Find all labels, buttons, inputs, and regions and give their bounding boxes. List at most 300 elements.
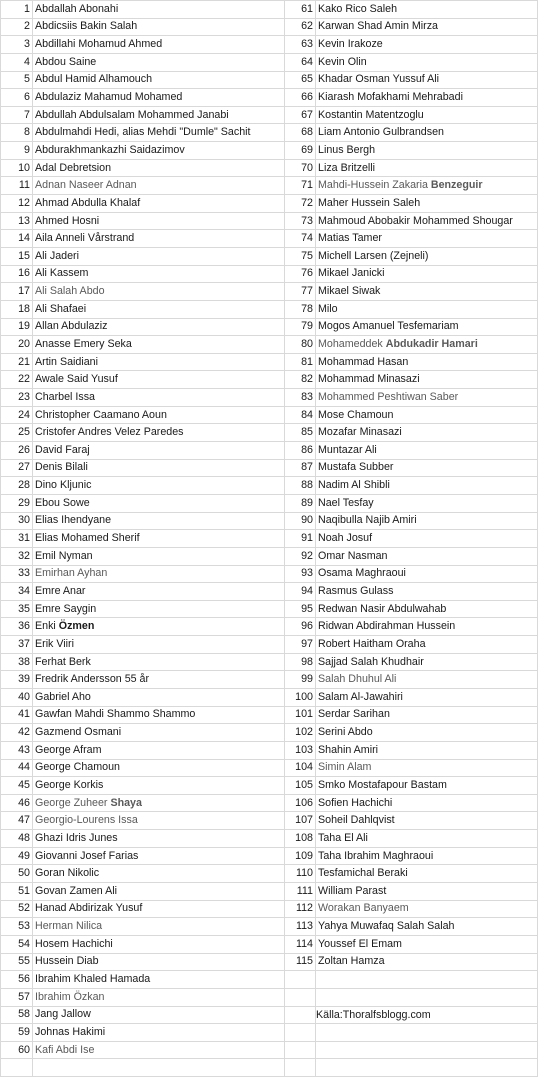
row-number: 37	[1, 636, 33, 654]
row-number: 73	[285, 212, 316, 230]
name-cell	[316, 618, 538, 636]
name-text: Enki	[35, 620, 59, 633]
name-text: Mikael Siwak	[318, 285, 381, 298]
name-cell	[316, 212, 538, 230]
name-cell	[316, 389, 538, 407]
name-text: Hosem Hachichi	[35, 937, 113, 950]
name-cell	[33, 530, 285, 548]
name-text: Mohammed Peshtiwan Saber	[318, 390, 459, 403]
name-text: George Chamoun	[35, 761, 120, 774]
name-text: Muntazar Ali	[318, 443, 377, 456]
name-text: Robert Haitham Oraha	[318, 637, 426, 650]
name-cell	[33, 583, 285, 601]
name-cell	[33, 724, 285, 742]
row-number: 14	[1, 230, 33, 248]
table-row	[1, 971, 538, 989]
name-text: Milo	[318, 302, 338, 315]
row-number: 67	[285, 106, 316, 124]
row-number: 4	[1, 53, 33, 71]
name-cell	[316, 547, 538, 565]
name-cell	[33, 512, 285, 530]
name-cell	[316, 918, 538, 936]
table-row	[1, 777, 538, 795]
name-cell	[316, 53, 538, 71]
name-cell	[33, 265, 285, 283]
name-text: Shahin Amiri	[318, 743, 378, 756]
name-cell	[316, 124, 538, 142]
table-row	[1, 71, 538, 89]
table-row	[1, 247, 538, 265]
table-row	[1, 953, 538, 971]
table-row	[1, 371, 538, 389]
name-cell	[316, 353, 538, 371]
name-text: Abdul Hamid Alhamouch	[35, 73, 153, 86]
name-cell	[316, 847, 538, 865]
name-cell	[316, 583, 538, 601]
name-text: Mahmoud Abobakir Mohammed Shougar	[318, 214, 513, 227]
name-text: Ahmad Abdulla Khalaf	[35, 196, 141, 209]
row-number: 71	[285, 177, 316, 195]
table-row	[1, 300, 538, 318]
name-text: Erik Viiri	[35, 637, 74, 650]
row-number: 26	[1, 442, 33, 460]
name-cell	[33, 300, 285, 318]
table-row	[1, 477, 538, 495]
name-text: Rasmus Gulass	[318, 584, 394, 597]
table-row	[1, 212, 538, 230]
row-number: 86	[285, 442, 316, 460]
table-row	[1, 918, 538, 936]
name-text: Karwan Shad Amin Mirza	[318, 20, 438, 33]
row-number: 15	[1, 247, 33, 265]
name-cell	[316, 300, 538, 318]
name-cell	[33, 653, 285, 671]
name-text: Osama Maghraoui	[318, 567, 406, 580]
row-number: 66	[285, 89, 316, 107]
row-number: 9	[1, 142, 33, 160]
row-number: 91	[285, 530, 316, 548]
row-number: 88	[285, 477, 316, 495]
name-text: Salam Al-Jawahiri	[318, 690, 403, 703]
name-text: Maher Hussein Saleh	[318, 196, 421, 209]
row-number: 12	[1, 195, 33, 213]
empty-cell	[285, 1006, 316, 1024]
row-number: 28	[1, 477, 33, 495]
row-number: 77	[285, 283, 316, 301]
table-row	[1, 865, 538, 883]
name-cell	[33, 71, 285, 89]
row-number: 2	[1, 18, 33, 36]
row-number: 85	[285, 424, 316, 442]
name-bold-text: Shaya	[110, 796, 142, 809]
name-text: Johnas Hakimi	[35, 1025, 106, 1038]
table-row	[1, 688, 538, 706]
name-text: Christopher Caamano Aoun	[35, 408, 167, 421]
row-number: 79	[285, 318, 316, 336]
row-number: 75	[285, 247, 316, 265]
name-cell	[316, 900, 538, 918]
table-row	[1, 195, 538, 213]
name-text: Taha Ibrahim Maghraoui	[318, 849, 434, 862]
row-number: 101	[285, 706, 316, 724]
row-number: 5	[1, 71, 33, 89]
row-number: 84	[285, 406, 316, 424]
name-cell	[33, 830, 285, 848]
row-number: 55	[1, 953, 33, 971]
name-text: Nadim Al Shibli	[318, 479, 390, 492]
row-number: 95	[285, 600, 316, 618]
name-cell	[316, 318, 538, 336]
table-row	[1, 900, 538, 918]
row-number: 46	[1, 794, 33, 812]
name-text: Mohammad Hasan	[318, 355, 409, 368]
name-text: Allan Abdulaziz	[35, 320, 108, 333]
name-text: Zoltan Hamza	[318, 955, 385, 968]
name-cell	[33, 794, 285, 812]
name-cell	[316, 36, 538, 54]
table-row	[1, 1041, 538, 1059]
row-number: 108	[285, 830, 316, 848]
name-bold-text: Özmen	[58, 620, 95, 633]
name-cell	[316, 953, 538, 971]
table-row	[1, 565, 538, 583]
name-text: Ali Salah Abdo	[35, 285, 105, 298]
row-number: 110	[285, 865, 316, 883]
table-row	[1, 1059, 538, 1077]
row-number: 61	[285, 1, 316, 19]
name-text: Elias Mohamed Sherif	[35, 532, 140, 545]
row-number: 24	[1, 406, 33, 424]
name-text: Kafi Abdi Ise	[35, 1043, 95, 1056]
name-cell	[33, 36, 285, 54]
name-cell	[316, 565, 538, 583]
row-number: 19	[1, 318, 33, 336]
row-number: 96	[285, 618, 316, 636]
name-cell	[316, 530, 538, 548]
name-cell	[33, 459, 285, 477]
name-cell	[33, 1024, 285, 1042]
empty-cell	[285, 988, 316, 1006]
table-row	[1, 1024, 538, 1042]
table-row	[1, 353, 538, 371]
table-row	[1, 812, 538, 830]
name-text: Govan Zamen Ali	[35, 884, 117, 897]
table-row	[1, 159, 538, 177]
name-text: Mohammad Minasazi	[318, 373, 420, 386]
name-cell	[33, 142, 285, 160]
empty-cell	[33, 1059, 285, 1077]
table-row	[1, 1, 538, 19]
name-cell	[316, 265, 538, 283]
name-text: Anasse Emery Seka	[35, 337, 132, 350]
name-text: Worakan Banyaem	[318, 902, 409, 915]
name-text: Cristofer Andres Velez Paredes	[35, 426, 184, 439]
name-text: Ahmed Hosni	[35, 214, 100, 227]
name-text: Mohameddek	[318, 337, 386, 350]
row-number: 51	[1, 883, 33, 901]
name-text: Serini Abdo	[318, 726, 373, 739]
row-number: 90	[285, 512, 316, 530]
row-number: 94	[285, 583, 316, 601]
table-row	[1, 724, 538, 742]
empty-cell	[1, 1059, 33, 1077]
name-text: Linus Bergh	[318, 143, 376, 156]
table-row	[1, 935, 538, 953]
name-cell	[33, 971, 285, 989]
row-number: 38	[1, 653, 33, 671]
name-cell	[33, 847, 285, 865]
row-number: 45	[1, 777, 33, 795]
name-text: Dino Kljunic	[35, 479, 92, 492]
name-cell	[33, 988, 285, 1006]
name-text: Goran Nikolic	[35, 867, 100, 880]
row-number: 50	[1, 865, 33, 883]
table-row	[1, 424, 538, 442]
name-cell	[33, 106, 285, 124]
table-row	[1, 759, 538, 777]
table-row	[1, 106, 538, 124]
table-row	[1, 18, 538, 36]
empty-cell	[316, 1059, 538, 1077]
name-cell	[316, 636, 538, 654]
name-text: Mikael Janicki	[318, 267, 385, 280]
name-cell	[33, 883, 285, 901]
table-row	[1, 583, 538, 601]
row-number: 68	[285, 124, 316, 142]
table-row	[1, 265, 538, 283]
name-text: Giovanni Josef Farias	[35, 849, 139, 862]
name-bold-text: Abdukadir Hamari	[385, 337, 478, 350]
row-number: 35	[1, 600, 33, 618]
name-text: Naqibulla Najib Amiri	[318, 514, 417, 527]
row-number: 30	[1, 512, 33, 530]
name-text: Sajjad Salah Khudhair	[318, 655, 424, 668]
row-number: 93	[285, 565, 316, 583]
name-cell	[33, 1006, 285, 1024]
empty-cell	[316, 1041, 538, 1059]
name-text: Ibrahim Khaled Hamada	[35, 973, 151, 986]
name-text: Khadar Osman Yussuf Ali	[318, 73, 439, 86]
table-row	[1, 847, 538, 865]
row-number: 81	[285, 353, 316, 371]
name-cell	[33, 177, 285, 195]
name-cell	[316, 812, 538, 830]
table-row	[1, 283, 538, 301]
row-number: 104	[285, 759, 316, 777]
name-cell	[316, 865, 538, 883]
row-number: 56	[1, 971, 33, 989]
row-number: 74	[285, 230, 316, 248]
name-cell	[316, 794, 538, 812]
row-number: 7	[1, 106, 33, 124]
table-row	[1, 89, 538, 107]
name-text: George Zuheer	[35, 796, 111, 809]
row-number: 97	[285, 636, 316, 654]
name-text: Yahya Muwafaq Salah Salah	[318, 920, 455, 933]
name-cell	[316, 142, 538, 160]
row-number: 59	[1, 1024, 33, 1042]
name-cell	[316, 18, 538, 36]
table-row	[1, 442, 538, 460]
row-number: 49	[1, 847, 33, 865]
name-text: Gazmend Osmani	[35, 726, 122, 739]
row-number: 1	[1, 1, 33, 19]
name-cell	[316, 600, 538, 618]
name-text: Simin Alam	[318, 761, 372, 774]
row-number: 47	[1, 812, 33, 830]
table-row	[1, 177, 538, 195]
name-text: George Korkis	[35, 779, 104, 791]
name-cell	[33, 865, 285, 883]
table-row	[1, 706, 538, 724]
row-number: 109	[285, 847, 316, 865]
name-text: Kevin Olin	[318, 55, 367, 68]
row-number: 20	[1, 336, 33, 354]
name-text: Ghazi Idris Junes	[35, 831, 118, 844]
name-cell	[33, 565, 285, 583]
name-cell	[33, 353, 285, 371]
row-number: 36	[1, 618, 33, 636]
name-cell	[33, 741, 285, 759]
table-row	[1, 883, 538, 901]
row-number: 21	[1, 353, 33, 371]
name-text: Salah Dhuhul Ali	[318, 673, 397, 686]
row-number: 54	[1, 935, 33, 953]
name-text: Abdallah Abonahi	[35, 2, 119, 15]
table-row	[1, 142, 538, 160]
name-cell	[33, 371, 285, 389]
empty-cell	[316, 1024, 538, 1042]
name-text: Emre Anar	[35, 584, 86, 597]
name-text: Ali Shafaei	[35, 302, 87, 315]
name-text: Aila Anneli Vårstrand	[35, 232, 135, 245]
name-cell	[316, 424, 538, 442]
row-number: 16	[1, 265, 33, 283]
table-row	[1, 530, 538, 548]
table-row	[1, 459, 538, 477]
name-cell	[33, 618, 285, 636]
name-text: Elias Ihendyane	[35, 514, 112, 527]
table-row	[1, 653, 538, 671]
name-text: Ali Kassem	[35, 267, 89, 280]
name-text: Matias Tamer	[318, 232, 382, 245]
table-row	[1, 636, 538, 654]
name-text: Omar Nasman	[318, 549, 388, 562]
name-cell	[33, 636, 285, 654]
name-text: Abdicsiis Bakin Salah	[35, 20, 138, 33]
name-cell	[33, 406, 285, 424]
name-text: William Parast	[318, 884, 387, 897]
name-cell	[316, 830, 538, 848]
table-row	[1, 600, 538, 618]
row-number: 76	[285, 265, 316, 283]
row-number: 13	[1, 212, 33, 230]
name-cell	[316, 283, 538, 301]
name-cell	[316, 935, 538, 953]
table-row	[1, 53, 538, 71]
empty-cell	[285, 971, 316, 989]
name-cell	[316, 230, 538, 248]
name-text: Soheil Dahlqvist	[318, 814, 395, 827]
row-number: 82	[285, 371, 316, 389]
row-number: 25	[1, 424, 33, 442]
name-cell	[33, 336, 285, 354]
name-text: Kevin Irakoze	[318, 38, 383, 51]
name-cell	[316, 106, 538, 124]
name-text: Emirhan Ayhan	[35, 567, 108, 580]
row-number: 40	[1, 688, 33, 706]
name-text: Adnan Naseer Adnan	[35, 179, 137, 192]
name-text: Gabriel Aho	[35, 690, 91, 703]
row-number: 113	[285, 918, 316, 936]
name-cell	[33, 688, 285, 706]
name-text: Redwan Nasir Abdulwahab	[318, 602, 447, 615]
table-row	[1, 988, 538, 1006]
row-number: 33	[1, 565, 33, 583]
name-text: Ibrahim Özkan	[35, 990, 105, 1003]
name-cell	[316, 406, 538, 424]
table-row	[1, 318, 538, 336]
name-cell	[316, 459, 538, 477]
row-number: 102	[285, 724, 316, 742]
row-number: 6	[1, 89, 33, 107]
name-cell	[33, 124, 285, 142]
name-cell	[316, 247, 538, 265]
name-cell	[316, 671, 538, 689]
name-text: Herman Nilica	[35, 920, 103, 933]
name-text: Abdulmahdi Hedi, alias Mehdi "Dumle" Sachit	[35, 126, 251, 139]
empty-cell	[285, 1024, 316, 1042]
table-row	[1, 36, 538, 54]
empty-cell	[316, 971, 538, 989]
name-text: Mose Chamoun	[318, 408, 394, 421]
name-cell	[316, 883, 538, 901]
name-text: Abdulaziz Mahamud Mohamed	[35, 91, 183, 104]
name-cell	[33, 230, 285, 248]
name-text: Mozafar Minasazi	[318, 426, 402, 439]
row-number: 17	[1, 283, 33, 301]
row-number: 64	[285, 53, 316, 71]
name-cell	[316, 336, 538, 354]
row-number: 63	[285, 36, 316, 54]
name-cell	[316, 371, 538, 389]
name-cell	[33, 547, 285, 565]
row-number: 103	[285, 741, 316, 759]
name-text: Nael Tesfay	[318, 496, 374, 509]
row-number: 34	[1, 583, 33, 601]
name-cell	[33, 812, 285, 830]
name-cell	[316, 512, 538, 530]
name-text: Smko Mostafapour Bastam	[318, 779, 447, 791]
row-number: 29	[1, 494, 33, 512]
name-cell	[316, 477, 538, 495]
name-text: Ali Jaderi	[35, 249, 79, 262]
row-number: 98	[285, 653, 316, 671]
name-cell	[316, 777, 538, 795]
table-row	[1, 230, 538, 248]
row-number: 70	[285, 159, 316, 177]
row-number: 106	[285, 794, 316, 812]
name-text: Emre Saygin	[35, 602, 97, 615]
row-number: 23	[1, 389, 33, 407]
name-cell	[316, 159, 538, 177]
name-text: Sofien Hachichi	[318, 796, 393, 809]
name-cell	[316, 494, 538, 512]
table-row	[1, 1006, 538, 1024]
name-text: Fredrik Andersson 55 år	[35, 673, 150, 686]
table-row	[1, 512, 538, 530]
name-text: Gawfan Mahdi Shammo Shammo	[35, 708, 196, 721]
